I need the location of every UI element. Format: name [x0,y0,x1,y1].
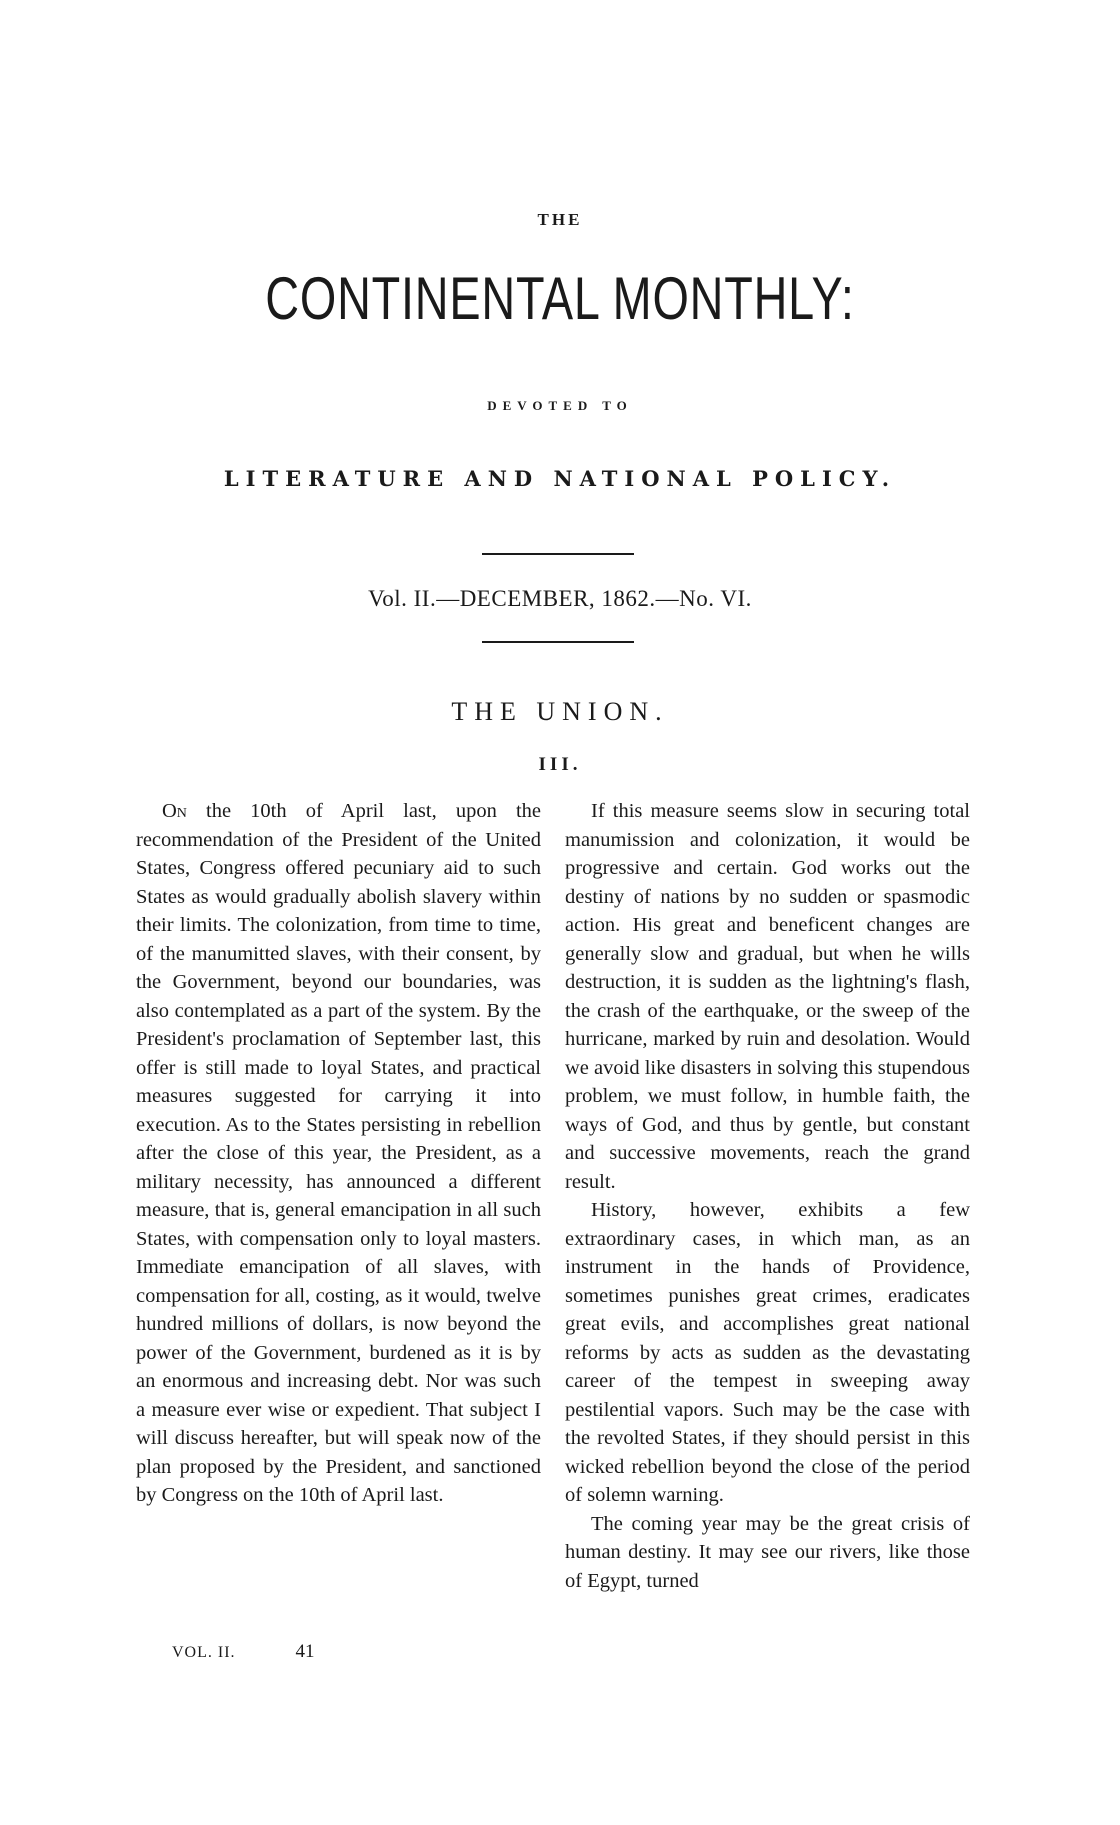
paragraph-text: the 10th of April last, upon the recommendation of the President of the United States, Congress offered pecuniary aid to such States as would gradually abolish slavery within their limits. The colonization, from time to time, of the manumitted slaves, with their consent, by the Government, beyond our boundaries, was also contemplated as a part of the system. By the President's proclamation of September last, this offer is still made to loyal States, and practical measures suggested for carrying it into execution. As to the States persisting in rebellion after the close of this year, the President, as a military necessity, has announced a different measure, that is, general emancipation in all such States, with compensation only to loyal masters. Immediate emancipation of all slaves, with compensation for all, costing, as it would, twelve hundred millions of dollars, is now beyond the power of the Government, burdened as it is by an enormous and increasing debt. Nor was such a measure ever wise or expedient. That subject I will discuss hereafter, but will speak now of the plan proposed by the President, and sanctioned by Congress on the 10th of April last. [136,800,541,1506]
masthead-subtitle: LITERATURE AND NATIONAL POLICY. [223,466,897,491]
paragraph-lead-word: On [162,800,187,822]
issue-line: Vol. II.—DECEMBER, 1862.—No. VI. [368,586,752,611]
masthead-devoted: DEVOTED TO [487,398,633,413]
masthead-title: CONTINENTAL MONTHLY: [265,265,855,332]
top-rule [482,553,634,555]
article-number: III. [538,754,582,775]
page-footer [172,1641,315,1663]
right-column [565,797,970,1595]
bottom-rule [482,641,634,643]
masthead-the: THE [537,210,583,229]
article-title: THE UNION. [451,697,669,726]
paragraph [136,797,541,1510]
left-column [136,797,541,1510]
footer-volume: VOL. II. [172,1644,236,1661]
page-number: 41 [295,1641,315,1662]
paragraph: History, however, exhibits a few extraordinary cases, in which man, as an instrument in the hands of Providence, sometimes punishes great crimes, eradicates great evils, and accomplishes great national reforms by acts as sudden as the devastating career of the tempest in sweeping away pestilential vapors. Such may be the case with the revolted States, if they should persist in this wicked rebellion beyond the close of the period of solemn warning. [565,1199,970,1506]
paragraph: The coming year may be the great crisis of human destiny. It may see our rivers, like those of Egypt, turned [565,1512,970,1592]
paragraph: If this measure seems slow in securing total manumission and colonization, it would be progressive and certain. God works out the destiny of nations by no sudden or spasmodic action. His great and beneficent changes are generally slow and gradual, but when he wills destruction, it is sudden as the lightning's flash, the crash of the earthquake, or the sweep of the hurricane, marked by ruin and desolation. Would we avoid like disasters in solving this stupendous problem, we must follow, in humble faith, the ways of God, and thus by gentle, but constant and successive movements, reach the grand result. [565,800,970,1193]
